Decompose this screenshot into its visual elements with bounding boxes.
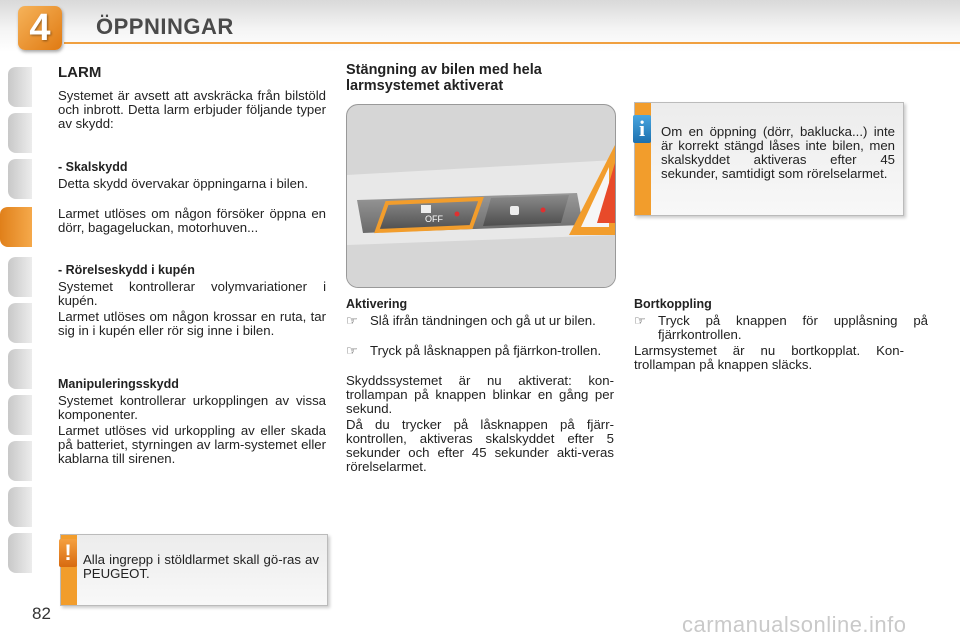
skalskydd-heading: - Skalskydd [58,160,128,174]
chapter-tab-strip [0,66,32,574]
chapter-tab[interactable] [8,440,32,481]
bortkoppling-bullet-1-text: Tryck på knappen för upplåsning på fjärrkontrollen. [658,313,928,342]
chapter-tab[interactable] [8,486,32,527]
chapter-tab[interactable] [8,532,32,573]
chapter-tab[interactable] [8,256,32,297]
chapter-tab[interactable] [8,66,32,107]
info-note-text: Om en öppning (dörr, baklucka...) inte är korrekt stängd låses inte bilen, men skalskyddet aktiveras efter 45 sekunder, samtidigt som rörelselarmet. [661,124,895,181]
manipuleringsskydd-text-1: Systemet kontrollerar urkopplingen av vissa komponenter. [58,393,326,422]
hand-pointer-icon: ☞ [346,313,358,328]
info-icon: i [633,115,651,143]
skalskydd-text-1: Detta skydd övervakar öppningarna i bilen. [58,176,308,191]
chapter-tab[interactable] [8,158,32,199]
aktivering-bullet-1 [346,314,638,328]
skalskydd-text-2: Larmet utlöses om någon försöker öppna en dörr, bagageluckan, motorhuven... [58,206,326,235]
aktivering-text-1: Skyddssystemet är nu aktiverat: kon-trollampan på knappen blinkar en gång per sekund. [346,373,614,416]
hand-pointer-icon: ☞ [346,343,358,358]
warning-icon: ! [59,539,77,567]
bortkoppling-heading: Bortkoppling [634,297,712,311]
alarm-button-label: OFF [425,214,443,224]
section-heading-larm: LARM [58,64,102,81]
hand-pointer-icon: ☞ [634,313,646,328]
bortkoppling-text-1: Larmsystemet är nu bortkopplat. Kon-trollampan på knappen släcks. [634,343,904,372]
chapter-title: ÖPPNINGAR [96,14,234,39]
header-rule [64,42,960,44]
rorelseskydd-text-1: Systemet kontrollerar volymvariationer i kupén. [58,279,326,308]
aktivering-bullet-2 [346,344,638,358]
chapter-tab[interactable] [8,112,32,153]
aktivering-text-2: Då du trycker på låsknappen på fjärr-kontrollen, aktiveras skalskyddet efter 5 sekunder och efter 45 sekunder akti-veras rörelselarmet. [346,417,614,474]
info-note-box [634,102,904,216]
rorelseskydd-heading: - Rörelseskydd i kupén [58,263,195,277]
chapter-tab[interactable] [8,348,32,389]
chapter-tab-active[interactable] [0,206,32,247]
manipuleringsskydd-text-2: Larmet utlöses vid urkoppling av eller skada på batteriet, styrningen av larm-systemet eller kablarna till sirenen. [58,423,326,466]
chapter-tab[interactable] [8,394,32,435]
aktivering-bullet-2-text: Tryck på låsknappen på fjärrkon-trollen. [370,343,602,358]
warning-note-box [60,534,328,606]
watermark: carmanualsonline.info [682,612,907,637]
rorelseskydd-text-2: Larmet utlöses om någon krossar en ruta, tar sig in i kupén eller rör sig inne i bilen. [58,309,326,338]
chapter-tab[interactable] [8,302,32,343]
alarm-button-illustration [346,104,616,288]
manipuleringsskydd-heading: Manipuleringsskydd [58,377,179,391]
section-heading-stangning: Stängning av bilen med hela larmsystemet aktiverat [346,62,542,94]
page-number: 82 [32,604,51,623]
bortkoppling-bullet-1 [634,314,928,342]
alarm-panel-drawing [347,105,615,287]
aktivering-heading: Aktivering [346,297,408,311]
warning-note-text: Alla ingrepp i stöldlarmet skall gö-ras av PEUGEOT. [83,552,319,581]
aktivering-bullet-1-text: Slå ifrån tändningen och gå ut ur bilen. [370,313,596,328]
chapter-badge: 4 [18,6,62,50]
intro-paragraph: Systemet är avsett att avskräcka från bilstöld och inbrott. Detta larm erbjuder följande typer av skydd: [58,88,326,131]
